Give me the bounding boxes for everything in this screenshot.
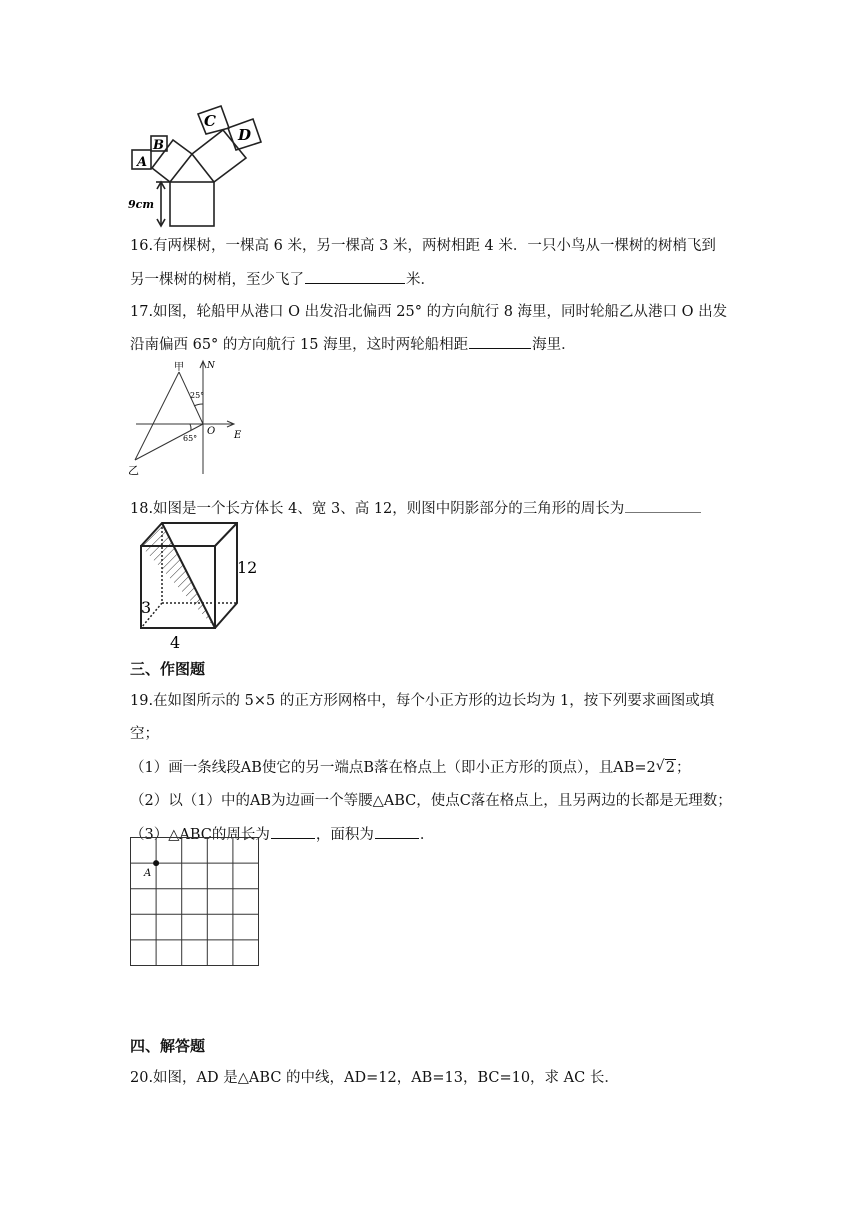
q19-line2: 空； xyxy=(130,726,159,742)
label-a: A xyxy=(137,155,148,170)
q18-text: 18.如图是一个长方体长 4、宽 3、高 12，则图中阴影部分的三角形的周长为 xyxy=(130,501,625,517)
q17-answer-blank[interactable] xyxy=(469,334,531,349)
q19-line1: 19.在如图所示的 5×5 的正方形网格中，每个小正方形的边长均为 1，按下列要求画图或填 xyxy=(130,693,715,709)
section-4-heading: 四、解答题 xyxy=(130,1037,206,1055)
label-12: 12 xyxy=(237,558,258,577)
point-a[interactable] xyxy=(153,860,159,866)
label-c: C xyxy=(204,112,216,130)
q19-part3-pre: （3）△ABC的周长为 xyxy=(130,827,270,843)
q17-text-post: 海里． xyxy=(532,337,576,353)
label-point-a: A xyxy=(144,868,152,879)
area-blank[interactable] xyxy=(375,824,419,839)
label-yi: 乙 xyxy=(128,464,139,477)
q16-answer-blank[interactable] xyxy=(305,269,405,284)
label-o: O xyxy=(207,426,216,437)
q16-text-pre: 另一棵树的树梢，至少飞了 xyxy=(130,272,304,288)
q19-part1 xyxy=(130,758,691,778)
q18-answer-blank[interactable] xyxy=(625,498,701,513)
q19-part3-post: ． xyxy=(419,827,435,843)
cuboid-figure xyxy=(128,518,268,652)
label-n: N xyxy=(207,361,215,371)
sqrt-radicand: 2 xyxy=(665,760,675,776)
label-d: D xyxy=(238,126,252,144)
path-jia-yi xyxy=(135,372,179,460)
section-3-heading: 三、作图题 xyxy=(130,660,206,678)
perimeter-blank[interactable] xyxy=(271,824,315,839)
q19-part1-end: ； xyxy=(676,760,691,776)
q19-part1-text: （1）画一条线段AB使它的另一端点B落在格点上（即小正方形的顶点），且AB=2 xyxy=(130,760,656,776)
q17-text-pre: 沿南偏西 65° 的方向航行 15 海里，这时两轮船相距 xyxy=(130,337,469,353)
q19-part3-mid: ，面积为 xyxy=(315,827,374,843)
shaded-triangle xyxy=(141,523,215,628)
q20-line1: 20.如图，AD 是△ABC 的中线，AD=12，AB=13，BC=10，求 AC 长． xyxy=(130,1070,619,1086)
big-square xyxy=(170,182,214,226)
squares-figure xyxy=(128,100,268,228)
label-jia: 甲 xyxy=(174,362,184,373)
grid-5x5[interactable] xyxy=(129,836,261,968)
q18-line1 xyxy=(130,498,702,519)
q17-line2 xyxy=(130,334,576,355)
label-3: 3 xyxy=(141,598,152,617)
label-b: B xyxy=(153,138,164,153)
q19-part2: （2）以（1）中的AB为边画一个等腰△ABC，使点C落在格点上，且另两边的长都是无理数； xyxy=(130,793,732,809)
label-25: 25° xyxy=(190,391,205,400)
label-4: 4 xyxy=(170,633,181,652)
label-65: 65° xyxy=(183,434,198,443)
ships-figure xyxy=(128,356,248,480)
label-9cm: 9cm xyxy=(128,198,154,211)
label-e: E xyxy=(234,430,242,441)
q16-line2 xyxy=(130,269,435,290)
q17-line1: 17.如图，轮船甲从港口 O 出发沿北偏西 25° 的方向航行 8 海里，同时轮船乙从港口 O 出发 xyxy=(130,304,728,320)
sqrt-symbol: √ 2 xyxy=(655,758,675,776)
q16-text-post: 米． xyxy=(406,272,435,288)
q16-line1: 16.有两棵树，一棵高 6 米，另一棵高 3 米，两树相距 4 米．一只小鸟从一棵树的树梢飞到 xyxy=(130,238,716,254)
